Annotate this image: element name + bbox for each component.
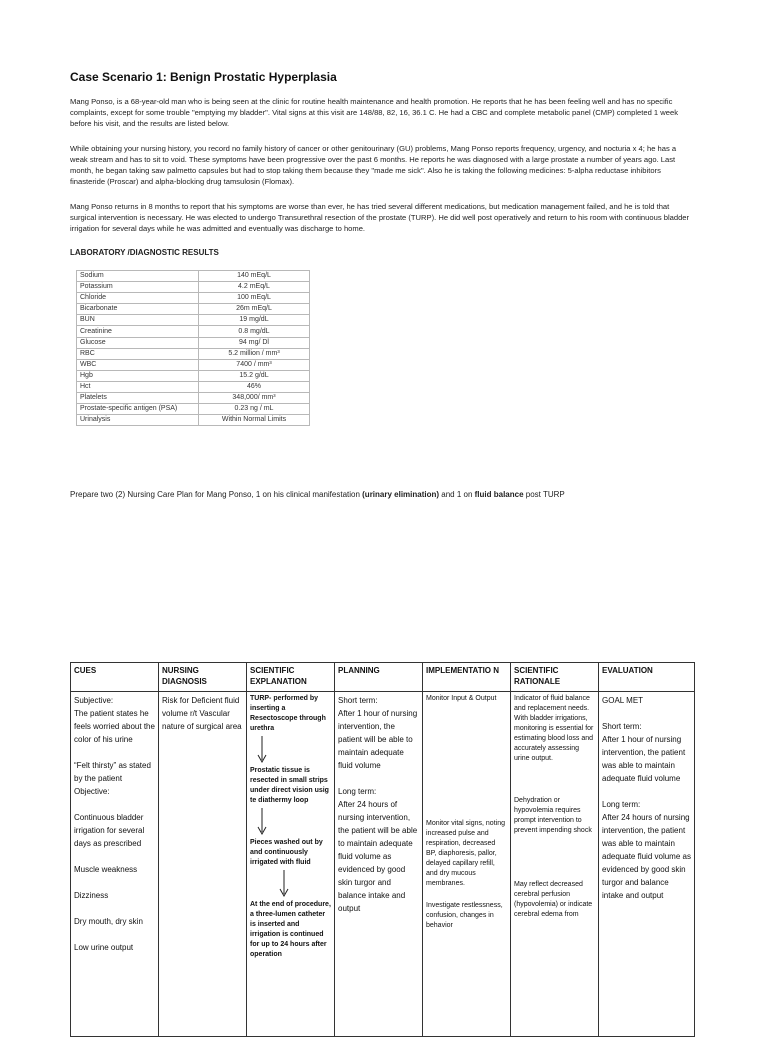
scenario-paragraph-2: While obtaining your nursing history, you record no family history of cancer or other genitourinary (GU) problems, Mang Ponso reports frequency, urgency, and nocturia x 4; he has a weak stream and has to sit to void. These symptoms have been progressive over the past 6 months. He reports he was diagnosed with a large prostate a number of years ago. Last month, he began taking saw palmetto capsules but had to stop taking them because they "made me sick". Also he is taking the following medicines: 5-alpha reductase inhibitors finasteride (Proscar) and alpha-blocking drug tamsulosin (Flomax). [70,144,677,186]
lab-name: Potassium [77,282,199,293]
rationale-cell [511,692,599,1037]
header-planning: PLANNING [335,663,423,692]
page-title: Case Scenario 1: Benign Prostatic Hyperplasia [70,70,337,84]
planning-long-label: Long term: [338,787,377,796]
prompt-text-1: Prepare two (2) Nursing Care Plan for Mang Ponso, 1 on his clinical manifestation [70,490,363,499]
header-implementation: IMPLEMENTATIO N [423,663,511,692]
objective-item: Muscle weakness [74,865,138,874]
cues-cell [71,692,159,1037]
implementation-cell [423,692,511,1037]
objective-item: Dry mouth, dry skin [74,917,143,926]
header-evaluation: EVALUATION [599,663,695,692]
evaluation-long-label: Long term: [602,800,641,809]
diagnosis-cell [159,692,247,1037]
lab-row [77,359,310,370]
lab-row [77,282,310,293]
lab-row [77,370,310,381]
explanation-cell [247,692,335,1037]
lab-row [77,381,310,392]
planning-short-label: Short term: [338,696,378,705]
implementation-item: Monitor vital signs, noting increased pulse and respiration, decreased BP, diaphoresis, pallor, delayed capillary refill, and dry mucous membranes. [426,820,505,887]
evaluation-short-label: Short term: [602,722,642,731]
lab-row [77,348,310,359]
objective-label: Objective: [74,787,110,796]
prompt-bold-1: (urinary elimination) [362,490,440,499]
prompt-text-2: and 1 on [439,490,475,499]
nursing-care-plan-table [70,662,695,1037]
lab-value: 100 mEq/L [199,293,310,304]
lab-row [77,393,310,404]
lab-value: 4.2 mEq/L [199,282,310,293]
prompt-bold-2: fluid balance [474,490,524,499]
down-arrow-icon [250,734,310,764]
explanation-step: At the end of procedure, a three-lumen catheter is inserted and irrigation is continued for up to 24 hours after operation [250,901,331,958]
implementation-item: Investigate restlessness, confusion, changes in behavior [426,902,503,929]
lab-name: RBC [77,348,199,359]
lab-row [77,337,310,348]
subjective-text: The patient states he feels worried about the color of his urine [74,709,155,744]
lab-name: Urinalysis [77,415,199,426]
down-arrow-icon [250,806,310,836]
lab-value: 15.2 g/dL [199,370,310,381]
lab-name: Prostate-specific antigen (PSA) [77,404,199,415]
lab-name: Chloride [77,293,199,304]
lab-name: Hct [77,381,199,392]
rationale-item: Dehydration or hypovolemia requires prompt intervention to prevent impending shock [514,797,592,834]
planning-cell [335,692,423,1037]
lab-value: 94 mg/ Dl [199,337,310,348]
lab-results-table [76,270,310,426]
down-arrow-icon [250,868,310,898]
lab-name: BUN [77,315,199,326]
explanation-step: TURP- performed by inserting a Resectoscope through urethra [250,695,326,732]
lab-row [77,404,310,415]
lab-value: 7400 / mm³ [199,359,310,370]
lab-name: Glucose [77,337,199,348]
implementation-item: Monitor Input & Output [426,695,497,702]
nursing-diagnosis-text: Risk for Deficient fluid volume r/t Vascular nature of surgical area [162,696,242,731]
lab-value: 0.8 mg/dL [199,326,310,337]
planning-short-text: After 1 hour of nursing intervention, the patient will be able to maintain adequate fluid volume [338,709,418,770]
lab-value: 26m mEq/L [199,304,310,315]
header-scientific-rationale: SCIENTIFIC RATIONALE [511,663,599,692]
rationale-item: Indicator of fluid balance and replacement needs. With bladder irrigations, monitoring is essential for estimating blood loss and accurately assessing urine output. [514,695,594,762]
evaluation-cell [599,692,695,1037]
objective-item: Low urine output [74,943,134,952]
scenario-paragraph-3: Mang Ponso returns in 8 months to report that his symptoms are worse than ever, he has tried several different medications, but medication management failed, and he is told that surgical intervention is necessary. He was elected to undergo Transurethral resection of the prostate (TURP). He did well post operatively and return to his room with continuous bladder irrigation for several days while he was admitted and eventually was discharge to home. [70,202,690,233]
lab-row [77,304,310,315]
explanation-step: Prostatic tissue is resected in small strips under direct vision usig te diathermy loop [250,767,329,804]
objective-item: Continuous bladder irrigation for several days as prescribed [74,813,145,848]
lab-name: WBC [77,359,199,370]
header-scientific-explanation: SCIENTIFIC EXPLANATION [247,663,335,692]
lab-value: Within Normal Limits [199,415,310,426]
lab-name: Bicarbonate [77,304,199,315]
lab-value: 140 mEq/L [199,271,310,282]
lab-name: Platelets [77,393,199,404]
lab-row [77,315,310,326]
evaluation-long-text: After 24 hours of nursing intervention, the patient was able to maintain adequate fluid volume as evidenced by good skin turgor and balance intake and output [602,813,691,900]
evaluation-goal: GOAL MET [602,696,644,705]
scenario-paragraph-1: Mang Ponso, is a 68-year-old man who is being seen at the clinic for routine health maintenance and health promotion. He reports that he has been feeling well and has no specific complaints, except for some trouble "emptying my bladder". Vital signs at this visit are 148/88, 82, 16, 36.1 C. He had a CBC and complete metabolic panel (CMP) completed 1 week before his visit, and the results are listed below. [70,97,678,128]
lab-row [77,415,310,426]
lab-heading: LABORATORY /DIAGNOSTIC RESULTS [70,248,219,257]
header-nursing-diagnosis: NURSING DIAGNOSIS [159,663,247,692]
lab-name: Sodium [77,271,199,282]
header-cues: CUES [71,663,159,692]
lab-row [77,271,310,282]
objective-item: Dizziness [74,891,109,900]
rationale-item: May reflect decreased cerebral perfusion (hypovolemia) or indicate cerebral edema from [514,881,593,918]
lab-value: 19 mg/dL [199,315,310,326]
assignment-prompt [70,490,565,499]
subjective-label: Subjective: [74,696,114,705]
lab-value: 348,000/ mm³ [199,393,310,404]
lab-row [77,326,310,337]
lab-row [77,293,310,304]
lab-value: 0.23 ng / mL [199,404,310,415]
subjective-quote: “Felt thirsty” as stated by the patient [74,761,151,783]
lab-value: 46% [199,381,310,392]
lab-value: 5.2 million / mm³ [199,348,310,359]
evaluation-short-text: After 1 hour of nursing intervention, the patient was able to maintain adequate fluid volume [602,735,686,783]
planning-long-text: After 24 hours of nursing intervention, the patient will be able to maintain adequate fluid volume as evidenced by good skin turgor and balance intake and output [338,800,418,913]
care-plan-header-row [71,663,695,692]
care-plan-row [71,692,695,1037]
lab-name: Creatinine [77,326,199,337]
explanation-step: Pieces washed out by and continuously irrigated with fluid [250,839,323,866]
lab-name: Hgb [77,370,199,381]
prompt-text-3: post TURP [523,490,565,499]
